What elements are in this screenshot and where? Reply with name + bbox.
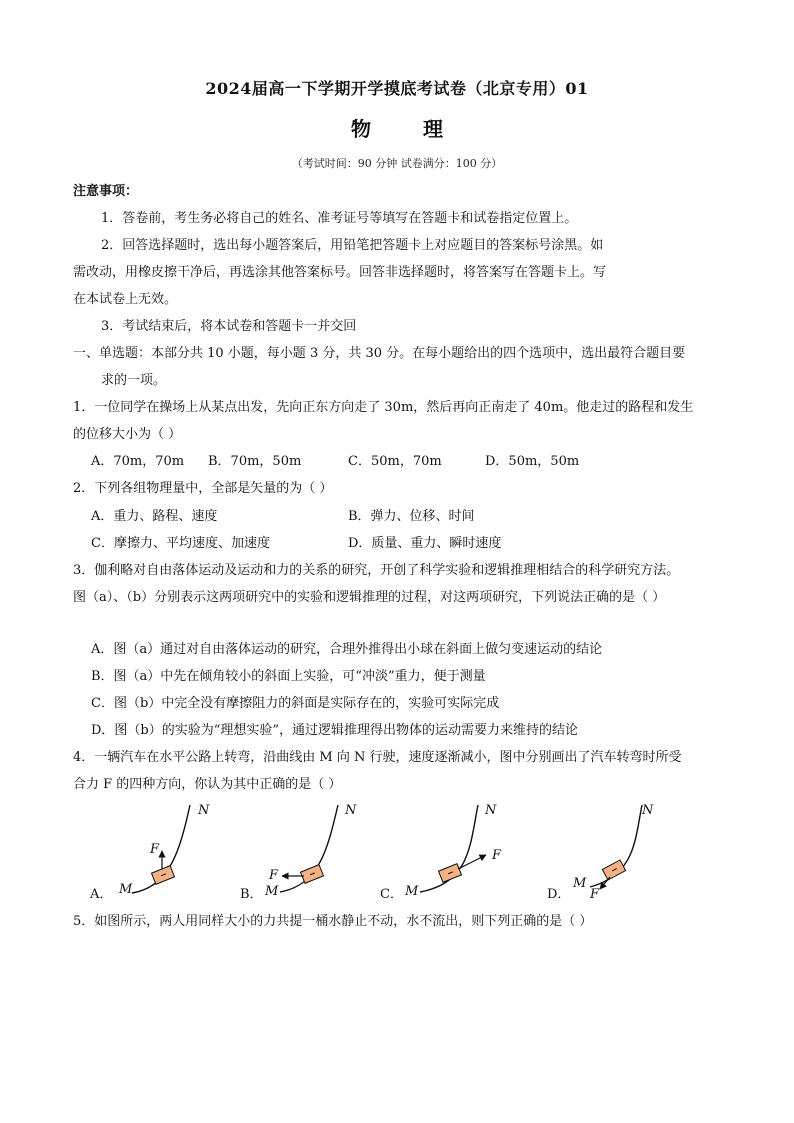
label-n-c: N (485, 803, 497, 818)
label-f-c: F (492, 848, 502, 863)
question-3-option-c[interactable]: C．图（b）中完全没有摩擦阻力的斜面是实际存在的，实验可实际完成 (91, 696, 500, 711)
label-m-d: M (573, 876, 587, 891)
question-1-option-b[interactable]: B．70m，50m (208, 454, 302, 469)
question-3-stem-cont: 图（a）、（b）分别表示这两项研究中的实验和逻辑推理的过程，对这两项研究，下列说法正确的是（ ） (73, 590, 666, 605)
question-1-stem-cont: 的位移大小为（ ） (73, 427, 182, 442)
question-4-stem-cont: 合力 F 的四种方向，你认为其中正确的是（ ） (73, 777, 342, 792)
question-3-option-d[interactable]: D．图（b）的实验为“理想实验”，通过逻辑推理得出物体的运动需要力来维持的结论 (91, 723, 579, 738)
figure-option-d-label: D． (547, 887, 571, 902)
question-2-option-b[interactable]: B．弹力、位移、时间 (348, 509, 475, 524)
notes-heading: 注意事项： (73, 184, 139, 199)
force-arrow-c (458, 855, 486, 869)
figure-option-c-label: C． (380, 887, 403, 902)
subject-char-2: 理 (423, 117, 443, 141)
car-d (602, 860, 625, 880)
question-2-option-a[interactable]: A．重力、路程、速度 (91, 509, 218, 524)
exam-title: 2024届高一下学期开学摸底考试卷（北京专用）01 (205, 79, 589, 98)
question-2-option-c[interactable]: C．摩擦力、平均速度、加速度 (91, 536, 270, 551)
label-m-c: M (405, 884, 419, 899)
label-f-a: F (150, 842, 160, 857)
question-1-option-c[interactable]: C．50m，70m (348, 454, 442, 469)
label-f-b: F (269, 868, 279, 883)
notes-item-2-end: 在本试卷上无效。 (73, 292, 178, 307)
label-f-d: F (590, 887, 600, 902)
question-3-option-b[interactable]: B．图（a）中先在倾角较小的斜面上实验，可“冲淡”重力，便于测量 (91, 669, 486, 684)
label-n-a: N (198, 803, 210, 818)
question-3-option-a[interactable]: A．图（a）通过对自由落体运动的研究，合理外推得出小球在斜面上做匀变速运动的结论 (91, 642, 603, 657)
car-c (438, 864, 461, 883)
exam-meta: （考试时间：90 分钟 试卷满分：100 分） (291, 157, 503, 170)
car-b (300, 865, 323, 884)
label-m-b: M (265, 884, 279, 899)
figure-option-a[interactable] (89, 803, 210, 902)
question-1-stem: 1．一位同学在操场上从某点出发，先向正东方向走了 30m，然后再向正南走了 40m。他走过的路程和发生 (73, 400, 694, 415)
figure-option-d[interactable] (547, 803, 654, 902)
car-a (151, 866, 174, 885)
label-n-b: N (345, 803, 357, 818)
subject-heading (0, 113, 794, 142)
figure-option-c[interactable] (380, 803, 502, 902)
figure-option-a-label: A． (90, 887, 113, 902)
notes-item-1: 1．答卷前，考生务必将自己的姓名、准考证号等填写在答题卡和试卷指定位置上。 (101, 211, 578, 226)
question-2-option-d[interactable]: D．质量、重力、瞬时速度 (348, 536, 502, 551)
section-heading: 一、单选题：本部分共 10 小题，每小题 3 分，共 30 分。在每小题给出的四个选项中，选出最符合题目要 (73, 346, 686, 361)
car-turning-figure (70, 795, 690, 907)
label-m-a: M (119, 882, 133, 897)
section-heading-cont: 求的一项。 (101, 373, 167, 388)
question-4-stem: 4．一辆汽车在水平公路上转弯，沿曲线由 M 向 N 行驶，速度逐渐减小，图中分别画出了汽车转弯时所受 (73, 750, 682, 765)
notes-item-2: 2．回答选择题时，选出每小题答案后，用铅笔把答题卡上对应题目的答案标号涂黑。如 (101, 238, 604, 253)
notes-item-3: 3．考试结束后，将本试卷和答题卡一并交回 (101, 319, 357, 334)
question-1-option-a[interactable]: A．70m，70m (91, 454, 185, 469)
question-2-stem: 2．下列各组物理量中，全部是矢量的为（ ） (73, 481, 333, 496)
question-3-stem: 3．伽利略对自由落体运动及运动和力的关系的研究，开创了科学实验和逻辑推理相结合的科学研究方法。 (73, 563, 680, 578)
question-1-option-d[interactable]: D．50m，50m (485, 454, 580, 469)
figure-option-b-label: B． (240, 887, 263, 902)
notes-item-2-cont: 需改动，用橡皮擦干净后，再选涂其他答案标号。回答非选择题时，将答案写在答题卡上。写 (73, 265, 607, 280)
label-n-d: N (642, 803, 654, 818)
figure-option-b[interactable] (240, 803, 357, 902)
subject-char-1: 物 (351, 117, 371, 141)
question-5-stem: 5．如图所示，两人用同样大小的力共提一桶水静止不动，水不流出，则下列正确的是（ ） (73, 914, 593, 929)
